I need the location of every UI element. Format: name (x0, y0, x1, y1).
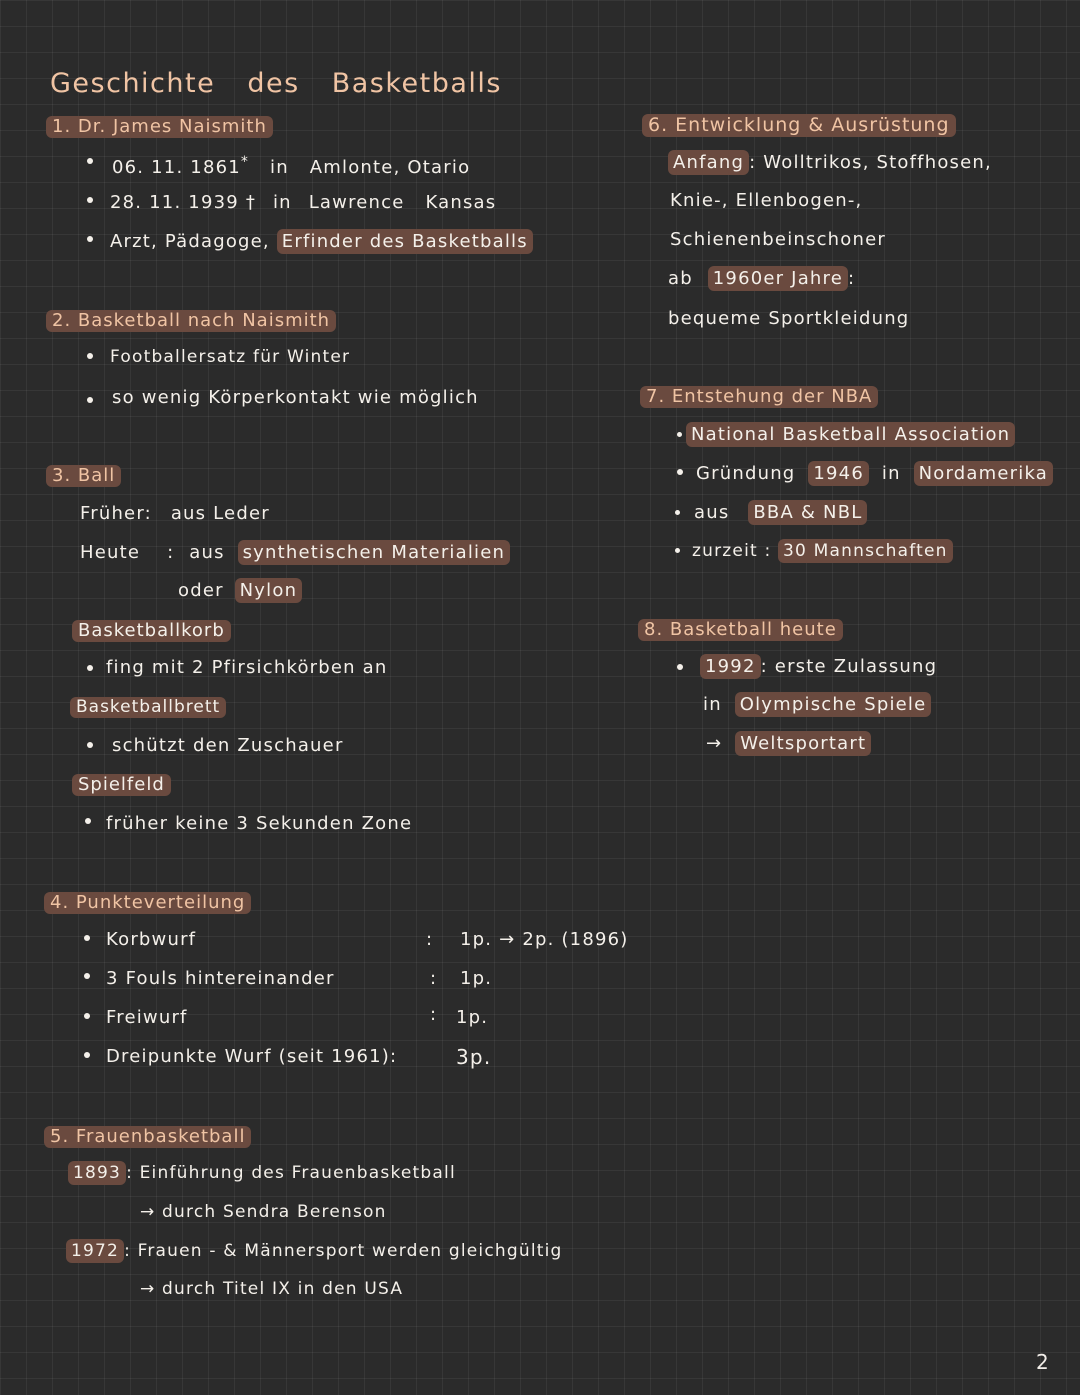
section-4-heading: 4. Punkteverteilung (44, 892, 251, 914)
s8-line-3 (706, 735, 871, 753)
heute-label: Heute (80, 542, 141, 563)
brett-label: Basketballbrett (70, 697, 226, 718)
points-colon: : (430, 1004, 438, 1025)
heute-aus: aus (189, 542, 225, 563)
year-1992-highlight: 1992 (700, 654, 761, 679)
page-title (50, 70, 502, 97)
title-word-des: des (247, 68, 300, 99)
s6-line-3: Schienenbeinschoner (670, 229, 886, 250)
section-1-heading: 1. Dr. James Naismith (46, 116, 273, 138)
frueher-text: aus Leder (170, 503, 270, 524)
points-row-2-label: 3 Fouls hintereinander (106, 968, 335, 989)
jahre-highlight: 1960er Jahre (708, 266, 848, 291)
points-row-1-value: 1p. → 2p. (1896) (460, 929, 629, 950)
section-6-heading: 6. Entwicklung & Ausrüstung (642, 114, 956, 137)
profession-text: Arzt, Pädagoge, (110, 231, 270, 252)
birth-date: 06. 11. 1861 (112, 157, 241, 178)
death-cross: † (245, 192, 257, 213)
s5-row-1 (68, 1165, 456, 1182)
nordamerika-highlight: Nordamerika (914, 461, 1053, 486)
feld-label: Spielfeld (72, 774, 171, 796)
bullet (84, 935, 90, 941)
arrow-icon: → (706, 733, 723, 754)
bullet (675, 510, 680, 515)
year-1972-highlight: 1972 (66, 1239, 124, 1263)
death-date: 28. 11. 1939 (110, 192, 239, 213)
death-city: Lawrence (308, 192, 405, 213)
s8-year-text: : erste Zulassung (760, 656, 938, 677)
s6-line-5: bequeme Sportkleidung (668, 308, 910, 329)
s7-bullet-3 (694, 504, 867, 522)
gruendung-in: in (881, 463, 901, 484)
points-row-1-label: Korbwurf (106, 929, 197, 950)
bullet (85, 818, 91, 824)
anfang-highlight: Anfang (668, 150, 749, 175)
korb-bullet: fing mit 2 Pfirsichkörben an (106, 657, 388, 678)
s5-row-2-sub: → durch Titel IX in den USA (140, 1279, 404, 1299)
points-row-3-value: 1p. (456, 1007, 489, 1028)
death-state: Kansas (425, 192, 497, 213)
s6-line-1 (668, 154, 992, 172)
ball-heute (80, 544, 510, 562)
s6-line-2: Knie-, Ellenbogen-, (670, 190, 863, 211)
gruendung-text: Gründung (696, 463, 796, 484)
bullet (87, 665, 93, 671)
bullet (675, 548, 680, 553)
weltsportart-highlight: Weltsportart (735, 731, 871, 756)
bullet (87, 158, 93, 164)
aus-text: aus (694, 502, 730, 523)
s5-row-2-text: : Frauen - & Männersport werden gleichgültig (124, 1241, 563, 1261)
s8-line-2 (703, 696, 931, 714)
s2-bullet-1: Footballersatz für Winter (110, 347, 351, 367)
s7-bullet-2 (696, 465, 1053, 483)
points-row-2-value: 1p. (460, 968, 493, 989)
section-8-heading: 8. Basketball heute (638, 619, 843, 641)
frueher-label: Früher: (80, 503, 152, 524)
birth-place: Amlonte, Otario (309, 157, 471, 178)
title-word-geschichte: Geschichte (50, 68, 216, 99)
inventor-highlight: Erfinder des Basketballs (277, 229, 533, 254)
s1-birth (112, 155, 470, 177)
s6-line-4 (668, 270, 855, 288)
s5-row-1-text: : Einführung des Frauenbasketball (126, 1163, 456, 1183)
points-colon: : (426, 929, 434, 950)
bullet (677, 432, 682, 437)
bullet (87, 397, 93, 403)
anfang-text: : Wolltrikos, Stoffhosen, (749, 152, 992, 173)
year-1946-highlight: 1946 (808, 461, 869, 486)
ab-colon: : (848, 268, 856, 289)
bba-nbl-highlight: BBA & NBL (748, 500, 867, 525)
bullet (677, 469, 683, 475)
section-7-heading: 7. Entstehung der NBA (640, 386, 878, 408)
bullet (84, 1013, 90, 1019)
s7-bullet-4 (692, 543, 953, 560)
bullet (87, 197, 93, 203)
points-row-4-value: 3p. (456, 1045, 492, 1069)
heute-colon: : (167, 542, 175, 563)
s5-row-2 (66, 1243, 563, 1260)
birth-in: in (270, 157, 289, 178)
olympische-spiele-highlight: Olympische Spiele (735, 692, 932, 717)
heute-material-highlight: synthetischen Materialien (238, 540, 511, 565)
title-word-basketballs: Basketballs (331, 68, 502, 99)
bullet (677, 664, 683, 670)
section-2-heading: 2. Basketball nach Naismith (46, 310, 336, 332)
korb-label: Basketballkorb (72, 620, 231, 642)
s8-in: in (703, 694, 722, 715)
section-5-heading: 5. Frauenbasketball (44, 1126, 251, 1148)
death-in: in (272, 192, 292, 213)
s2-bullet-2: so wenig Körperkontakt wie möglich (112, 387, 479, 408)
oder-text: oder (178, 580, 224, 601)
s1-death (110, 194, 496, 212)
mannschaften-highlight: 30 Mannschaften (778, 539, 953, 563)
page-number: 2 (1036, 1350, 1049, 1374)
brett-bullet: schützt den Zuschauer (112, 735, 344, 756)
bullet (87, 742, 93, 748)
birth-star: * (240, 154, 250, 170)
ball-frueher (80, 505, 270, 523)
nba-name-highlight: National Basketball Association (686, 422, 1015, 447)
points-row-3-label: Freiwurf (106, 1007, 188, 1028)
nylon-highlight: Nylon (235, 578, 303, 603)
year-1893-highlight: 1893 (68, 1161, 126, 1185)
points-row-4-label: Dreipunkte Wurf (seit 1961): (106, 1046, 398, 1067)
bullet (84, 1052, 90, 1058)
points-colon: : (430, 968, 438, 989)
bullet (87, 353, 93, 359)
s5-row-1-sub: → durch Sendra Berenson (140, 1202, 387, 1222)
s8-line-1 (700, 658, 937, 676)
zurzeit-text: zurzeit : (692, 541, 772, 561)
ball-oder (178, 582, 302, 600)
s7-bullet-1 (686, 426, 1015, 444)
s1-profession (110, 233, 533, 251)
bullet (87, 236, 93, 242)
bullet (84, 973, 90, 979)
ab-text: ab (668, 268, 693, 289)
feld-bullet: früher keine 3 Sekunden Zone (106, 813, 413, 834)
section-3-heading: 3. Ball (46, 465, 121, 487)
